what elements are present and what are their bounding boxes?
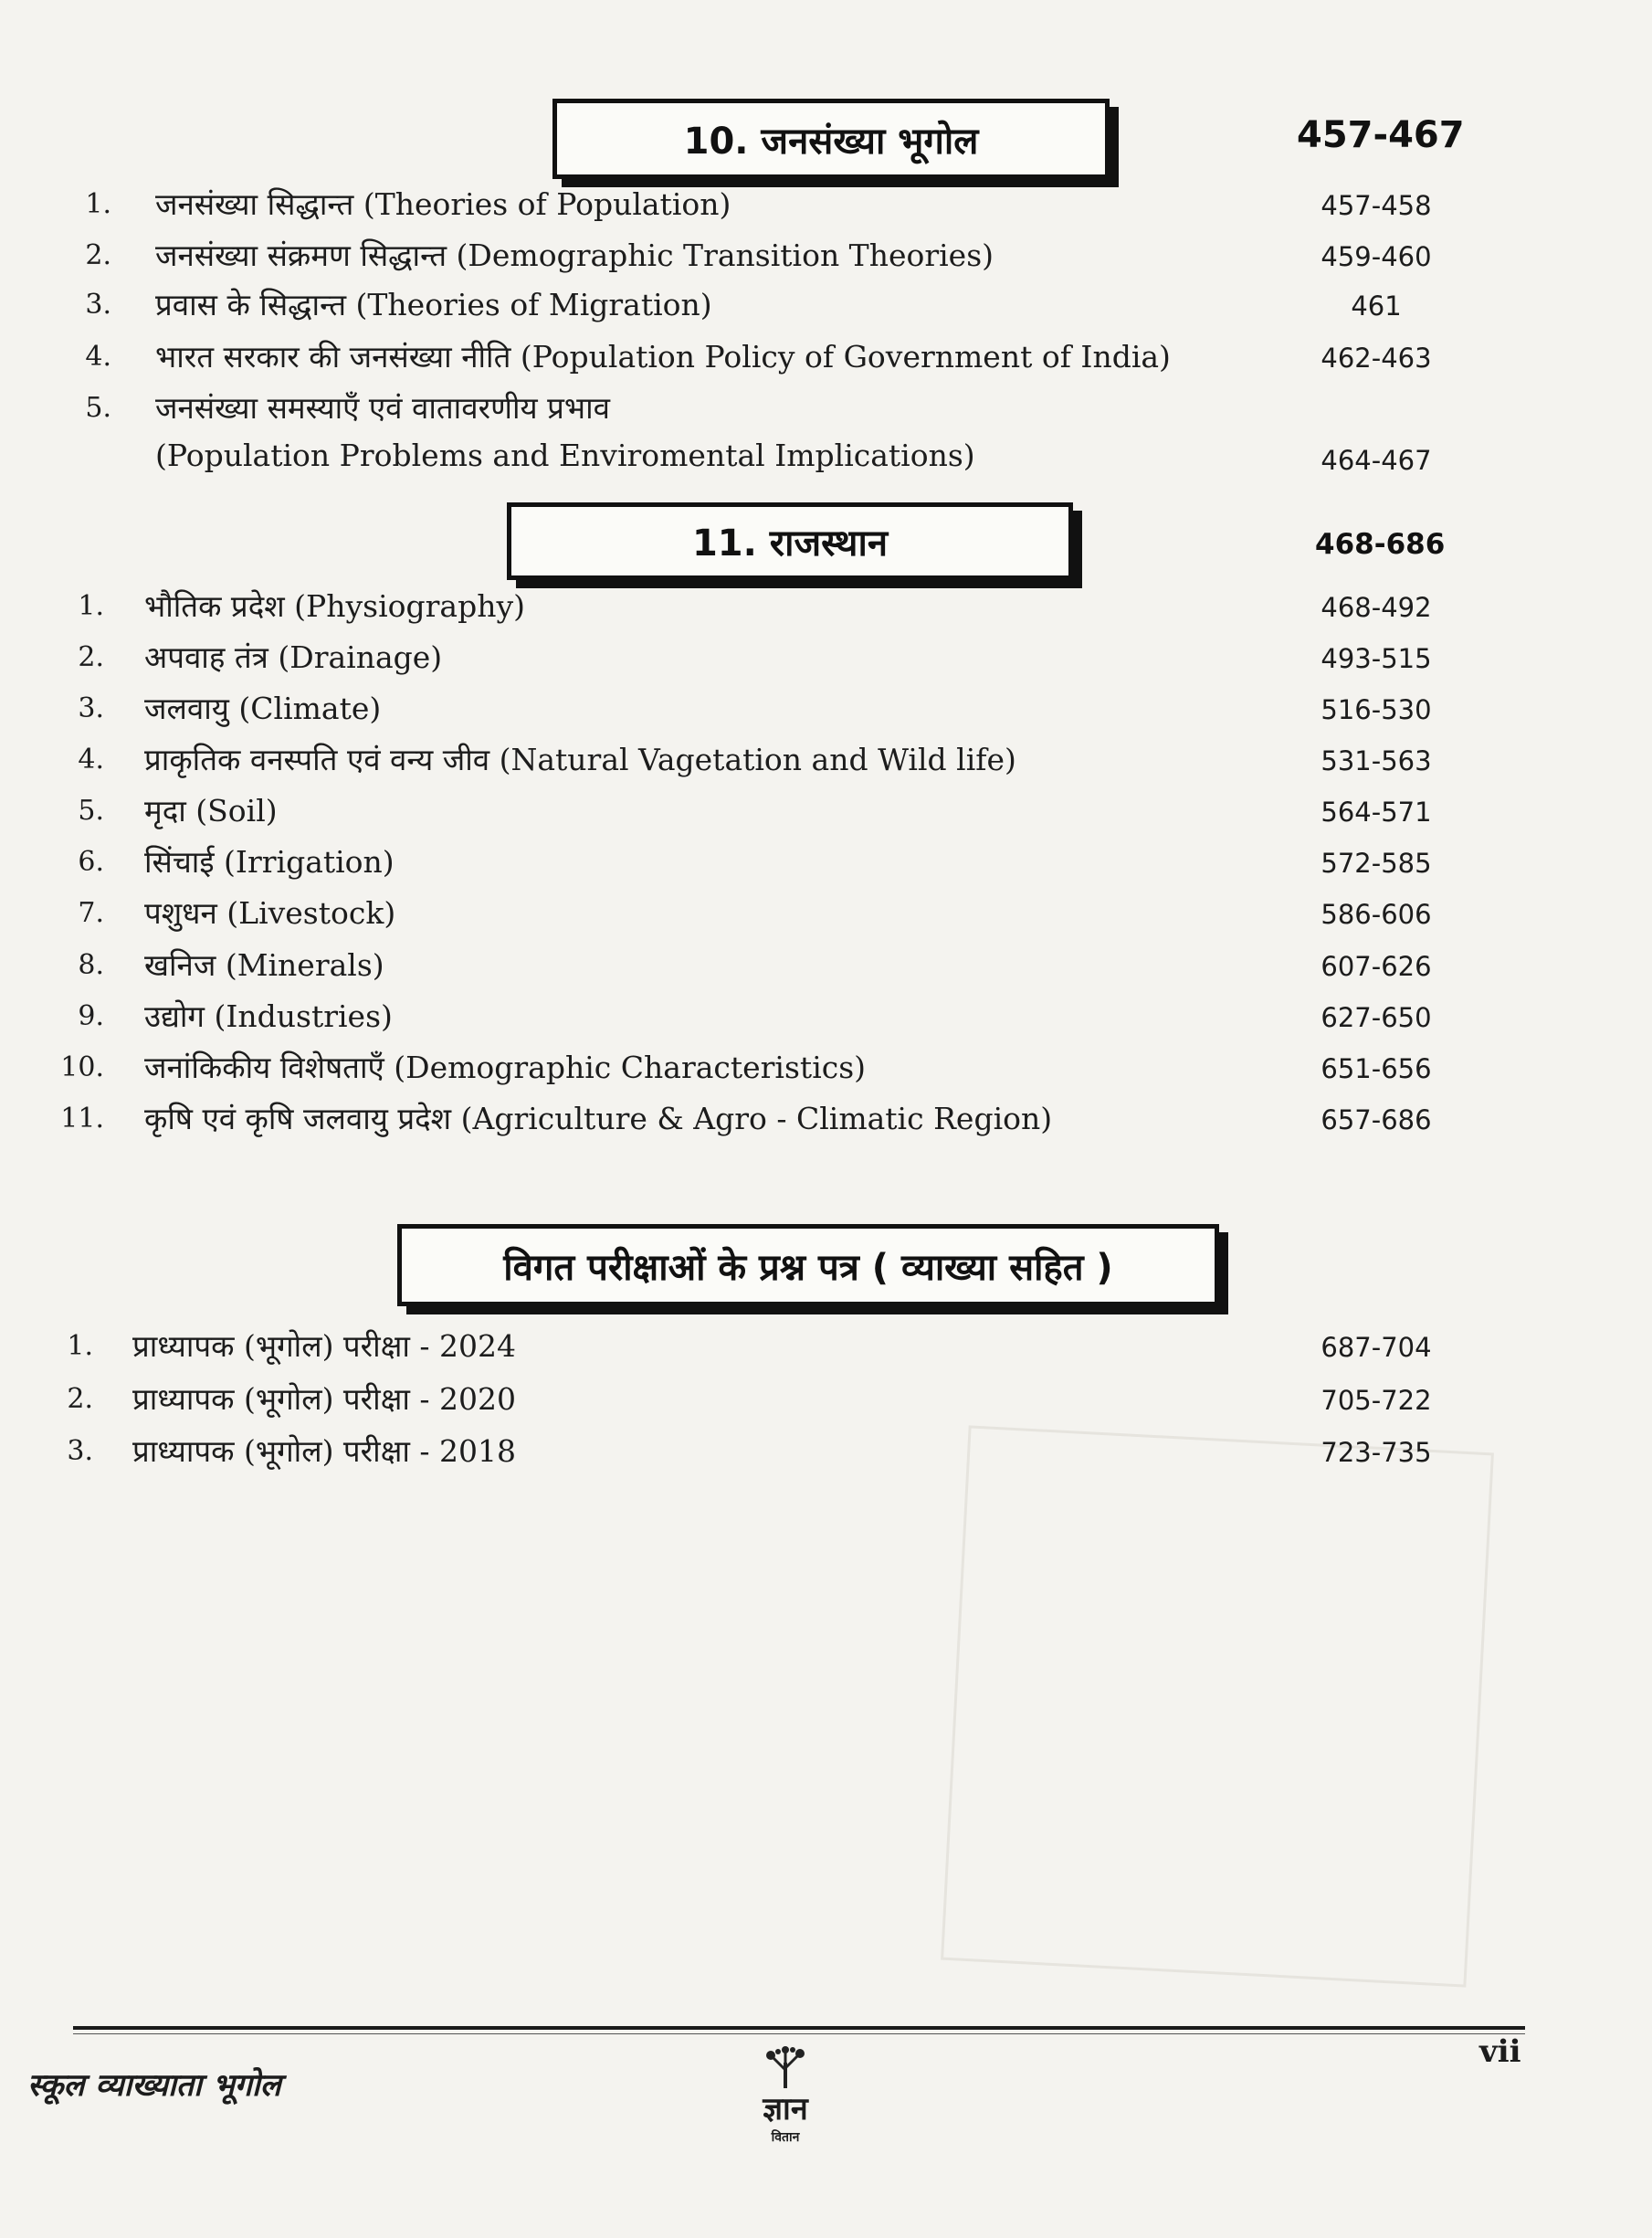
entry-number: 5. [78, 795, 104, 827]
entry-number: 2. [67, 1383, 93, 1415]
previous-papers-title: विगत परीक्षाओं के प्रश्न पत्र ( व्याख्या सहित ) [503, 1246, 1113, 1289]
entry-pages: 627-650 [1321, 1002, 1432, 1033]
logo-text: ज्ञान [763, 2091, 808, 2127]
entry-title: जनांकिकीय विशेषताएँ (Demographic Characteristics) [144, 1050, 867, 1085]
toc-entry [0, 636, 1652, 683]
entry-title: खनिज (Minerals) [144, 947, 384, 983]
toc-entry [0, 687, 1652, 734]
entry-number: 3. [78, 692, 104, 724]
entry-number: 6. [78, 846, 104, 878]
faded-back-image [941, 1425, 1494, 1987]
footer-rule [73, 2026, 1525, 2030]
entry-number: 2. [85, 239, 111, 271]
toc-entry [0, 1325, 1652, 1372]
toc-entry [0, 234, 1652, 281]
section-11-heading [507, 502, 1073, 580]
entry-title: प्राध्यापक (भूगोल) परीक्षा - 2018 [132, 1433, 517, 1469]
section-11-page-range: 468-686 [1315, 528, 1446, 561]
entry-number: 10. [60, 1051, 104, 1083]
entry-pages: 572-585 [1321, 848, 1432, 879]
entry-number: 4. [78, 744, 104, 776]
toc-entry [0, 1378, 1652, 1425]
toc-entry [0, 386, 1652, 476]
entry-pages: 531-563 [1321, 745, 1432, 776]
entry-number: 11. [60, 1103, 104, 1135]
toc-entry [0, 738, 1652, 786]
toc-entry [0, 335, 1652, 383]
entry-title-continued: (Population Problems and Enviromental Implications) [155, 438, 975, 473]
entry-number: 5. [85, 392, 111, 424]
entry-title: मृदा (Soil) [144, 793, 278, 829]
entry-pages: 468-492 [1321, 592, 1432, 623]
entry-pages: 493-515 [1321, 643, 1432, 674]
toc-entry [0, 944, 1652, 991]
entry-pages: 564-571 [1321, 797, 1432, 828]
entry-pages: 461 [1351, 290, 1402, 322]
entry-title: उद्योग (Industries) [144, 998, 393, 1034]
entry-title: प्राध्यापक (भूगोल) परीक्षा - 2020 [132, 1381, 517, 1417]
entry-pages: 705-722 [1321, 1385, 1432, 1416]
entry-title: प्राध्यापक (भूगोल) परीक्षा - 2024 [132, 1328, 517, 1364]
entry-title: भारत सरकार की जनसंख्या नीति (Population Policy of Government of India) [155, 339, 1171, 375]
publisher-logo [749, 2046, 822, 2147]
toc-entry [0, 789, 1652, 837]
entry-title: जलवायु (Climate) [144, 691, 382, 726]
entry-number: 1. [85, 188, 111, 220]
entry-number: 9. [78, 1000, 104, 1032]
footer-book-title: स्कूल व्याख्याता भूगोल [27, 2067, 281, 2104]
entry-number: 4. [85, 341, 111, 373]
page-number: vii [1479, 2033, 1521, 2070]
section-11-title: 11. राजस्थान [691, 523, 889, 565]
entry-pages: 607-626 [1321, 951, 1432, 982]
entry-number: 3. [67, 1435, 93, 1467]
entry-pages: 586-606 [1321, 899, 1432, 930]
entry-title: पशुधन (Livestock) [144, 895, 396, 931]
entry-title: जनसंख्या समस्याएँ एवं वातावरणीय प्रभाव [155, 390, 610, 426]
footer-rule-thin [73, 2033, 1525, 2034]
toc-entry [0, 585, 1652, 632]
entry-title: जनसंख्या संक्रमण सिद्धान्त (Demographic Transition Theories) [155, 238, 994, 273]
entry-number: 1. [67, 1330, 93, 1362]
logo-subtext: वितान [771, 2130, 800, 2145]
section-10-heading [552, 99, 1110, 179]
toc-entry [0, 183, 1652, 230]
toc-entry [0, 283, 1652, 331]
entry-number: 8. [78, 949, 104, 981]
entry-title: कृषि एवं कृषि जलवायु प्रदेश (Agriculture & Agro - Climatic Region) [144, 1101, 1053, 1136]
entry-number: 7. [78, 897, 104, 929]
toc-entry [0, 1046, 1652, 1093]
toc-entry [0, 840, 1652, 888]
toc-entry [0, 1097, 1652, 1145]
entry-number: 2. [78, 641, 104, 673]
tree-icon [760, 2046, 811, 2088]
entry-pages: 457-458 [1321, 190, 1432, 221]
entry-title: जनसंख्या सिद्धान्त (Theories of Population) [155, 186, 731, 222]
toc-entry [0, 892, 1652, 939]
toc-entry [0, 995, 1652, 1042]
entry-number: 1. [78, 590, 104, 622]
entry-pages: 657-686 [1321, 1104, 1432, 1135]
section-10-page-range: 457-467 [1297, 114, 1465, 156]
entry-title: प्रवास के सिद्धान्त (Theories of Migration) [155, 287, 712, 322]
entry-title: सिंचाई (Irrigation) [144, 844, 395, 880]
previous-papers-heading [397, 1224, 1219, 1306]
entry-pages: 459-460 [1321, 241, 1432, 272]
entry-number: 3. [85, 289, 111, 321]
entry-title: अपवाह तंत्र (Drainage) [144, 639, 443, 675]
toc-entry [0, 1430, 1652, 1477]
entry-title: प्राकृतिक वनस्पति एवं वन्य जीव (Natural Vagetation and Wild life) [144, 742, 1016, 777]
section-10-title: 10. जनसंख्या भूगोल [683, 120, 979, 163]
entry-title: भौतिक प्रदेश (Physiography) [144, 588, 525, 624]
entry-pages: 516-530 [1321, 694, 1432, 725]
entry-pages: 723-735 [1321, 1437, 1432, 1468]
entry-pages: 464-467 [1321, 445, 1432, 476]
entry-pages: 687-704 [1321, 1332, 1432, 1363]
entry-pages: 462-463 [1321, 343, 1432, 374]
entry-pages: 651-656 [1321, 1053, 1432, 1084]
